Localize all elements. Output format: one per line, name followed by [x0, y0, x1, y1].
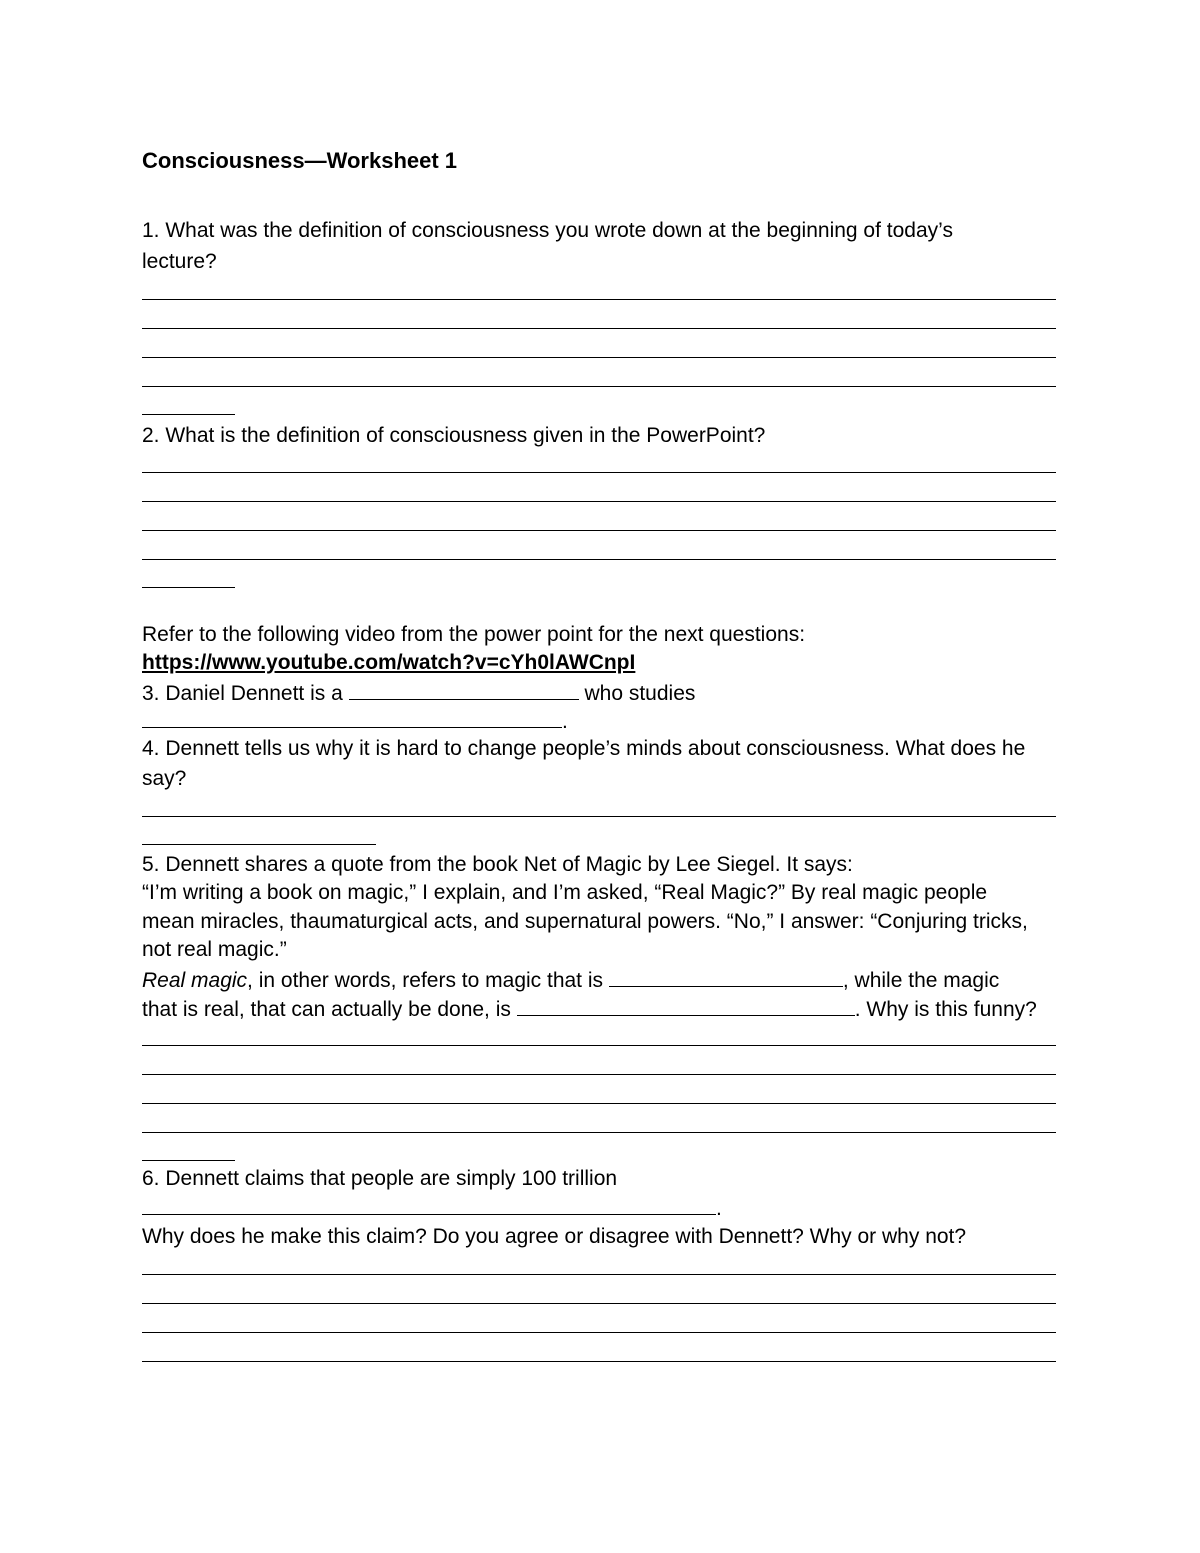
answer-line	[142, 1160, 235, 1161]
answer-line	[142, 386, 1056, 387]
question-5-line-5	[142, 964, 999, 995]
video-intro: Refer to the following video from the power point for the next questions:	[142, 623, 806, 646]
answer-line	[142, 501, 1056, 502]
question-3-text: 3. Daniel Dennett is a	[142, 682, 343, 705]
answer-line	[142, 530, 1056, 531]
question-1-line-1: 1. What was the definition of consciousness you wrote down at the beginning of today’s	[142, 219, 953, 242]
question-3-line-2	[142, 705, 568, 736]
answer-line	[142, 1103, 1056, 1104]
answer-line	[142, 816, 1056, 817]
answer-line	[142, 299, 1056, 300]
answer-line	[142, 1361, 1056, 1362]
fill-in-blank[interactable]	[142, 705, 562, 728]
question-4-line-2: say?	[142, 767, 187, 790]
question-5-line-6	[142, 993, 1037, 1024]
page-title: Consciousness—Worksheet 1	[142, 148, 458, 173]
answer-line	[142, 414, 235, 415]
question-5-text: , in other words, refers to magic that is	[247, 969, 604, 992]
answer-line	[142, 357, 1056, 358]
question-5-text-3: that is real, that can actually be done, is	[142, 998, 511, 1021]
answer-line	[142, 472, 1056, 473]
question-5-quote-3: not real magic.”	[142, 938, 287, 961]
fill-in-blank[interactable]	[142, 1192, 716, 1215]
answer-line	[142, 559, 1056, 560]
question-1-line-2: lecture?	[142, 250, 217, 273]
period: .	[716, 1197, 722, 1220]
answer-line	[142, 1274, 1056, 1275]
answer-line	[142, 587, 235, 588]
question-6-line-2	[142, 1192, 722, 1223]
answer-line	[142, 1074, 1056, 1075]
answer-line	[142, 328, 1056, 329]
answer-line	[142, 844, 376, 845]
question-5-text-4: . Why is this funny?	[854, 998, 1037, 1021]
fill-in-blank[interactable]	[349, 677, 579, 700]
question-5-quote-1: “I’m writing a book on magic,” I explain, and I’m asked, “Real Magic?” By real magic people	[142, 881, 988, 904]
answer-line	[142, 1303, 1056, 1304]
answer-line	[142, 1132, 1056, 1133]
answer-line	[142, 1332, 1056, 1333]
fill-in-blank[interactable]	[517, 993, 855, 1016]
question-3-text-2: who studies	[584, 682, 696, 705]
question-6-line-1: 6. Dennett claims that people are simply 100 trillion	[142, 1167, 618, 1190]
period: .	[562, 710, 568, 733]
fill-in-blank[interactable]	[609, 964, 843, 987]
answer-line	[142, 1045, 1056, 1046]
question-6-line-3: Why does he make this claim? Do you agree or disagree with Dennett? Why or why not?	[142, 1225, 967, 1248]
question-2: 2. What is the definition of consciousness given in the PowerPoint?	[142, 424, 766, 447]
italic-term: Real magic	[142, 969, 248, 992]
question-4-line-1: 4. Dennett tells us why it is hard to change people’s minds about consciousness. What does he	[142, 737, 1026, 760]
video-link[interactable]: https://www.youtube.com/watch?v=cYh0lAWCnpI	[142, 651, 636, 674]
question-5-line-1: 5. Dennett shares a quote from the book Net of Magic by Lee Siegel. It says:	[142, 853, 853, 876]
question-5-text-2: , while the magic	[842, 969, 1000, 992]
question-5-quote-2: mean miracles, thaumaturgical acts, and supernatural powers. “No,” I answer: “Conjuring tricks,	[142, 910, 1028, 933]
question-3-line-1	[142, 677, 695, 708]
